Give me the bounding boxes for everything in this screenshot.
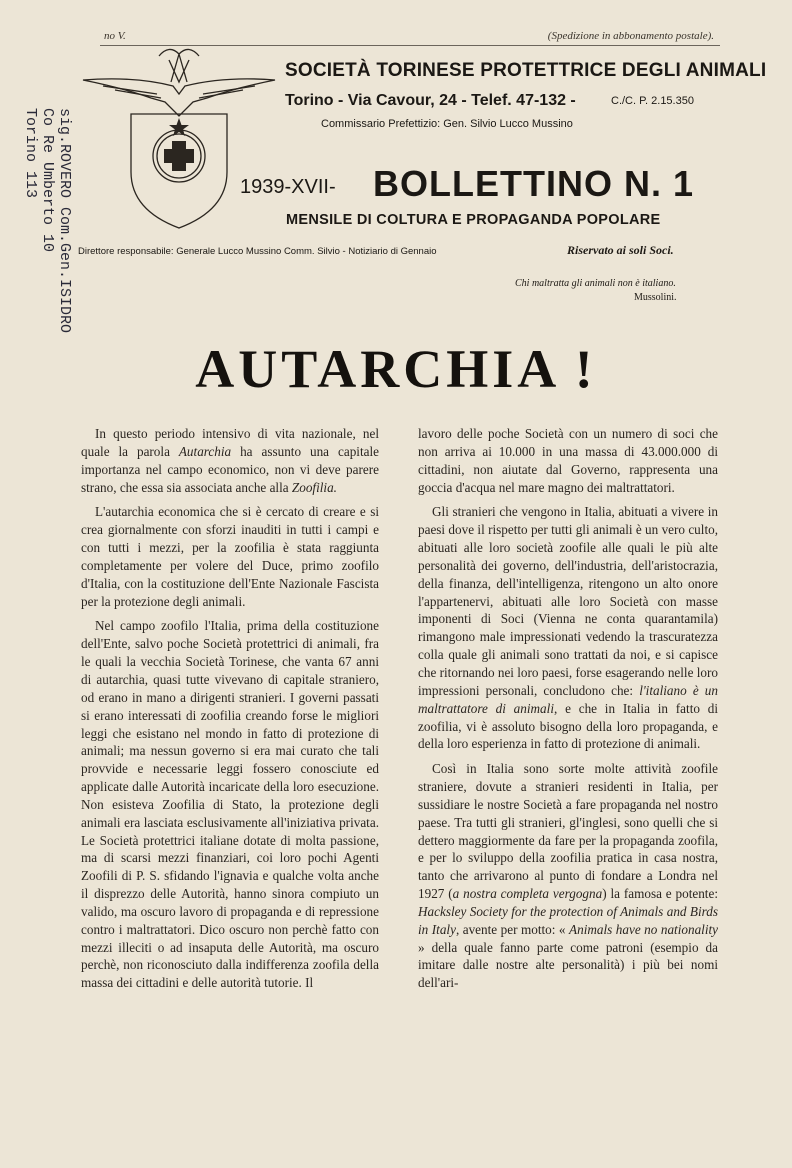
edition-number: no V. [104,30,126,42]
paragraph: Nel campo zoofilo l'Italia, prima della costituzione dell'Ente, salvo poche Società protettrici di animali, fra le quali la vecchia Società Torinese, che vanta 67 anni di autarchia, quasi tutte vivevano di capitale straniero, od erano in mano a dirigenti stranieri. I governi passati si erano interessati di zoofilia creando forse le migliori leggi che esistano nel mondo in fatto di protezione di animali; ma nessun governo si era mai curato che tali provvide e necessarie leggi fossero conosciute ed applicate dalle Autorità incaricate della loro esecuzione. Non esisteva Zoofilia di Stato, la protezione degli animali era lasciata esclusivamente all'iniziativa privata. Le Società protettrici italiane dotate di molta passione, ma di scarsi mezzi finanziari, coi loro pochi Agenti Zoofili di P. S. sfidando l'ignavia e qualche volta anche il disprezzo delle Autorità, hanno sinora compiuto un valido, ma oscuro lavoro di propaganda e di repressione contro i maltrattatori. Dico oscuro non perchè fatto con mezzi illeciti o ad insaputa delle Autorità, ma oscuro perchè, non riconosciuto dalla indifferenza zoofila della massa dei cittadini e delle autorità tutorie. Il [81,618,379,991]
bulletin-title: BOLLETTINO N. 1 [373,163,694,204]
paragraph: Così in Italia sono sorte molte attività zoofile straniere, dovute a stranieri residenti in Italia, per sussidiare le nostre Società a fare propaganda nel nostro paese. Tra tutti gli stranieri, gl'inglesi, sono quelli che si dettero maggiormente da fare per la propaganda zoofila, e per lo sviluppo della zoofilia pratica in casa nostra, tanto che arrivarono al punto di fondare a Londra nel 1927 (a nostra completa vergogna) la famosa e potente: Hacksley Society for the protection of Animals and Birds in Italy, avente per motto: « Animals have no nationality » della quale fanno parte come patroni (esempio da imitare dalle nostre alte personalità) i più bei nomi dell'ari- [418,761,719,991]
issue-year: 1939-XVII- [240,176,336,198]
motto-author: Mussolini. [634,292,677,303]
bulletin-subtitle: MENSILE DI COLTURA E PROPAGANDA POPOLARE [286,212,661,228]
article-headline: AUTARCHIA ! [195,339,597,399]
director-line: Direttore responsabile: Generale Lucco Mussino Comm. Silvio - Notiziario di Gennaio [78,246,437,257]
paragraph: Gli stranieri che vengono in Italia, abituati a vivere in paesi dove il rispetto per tutti gli animali è un vero culto, abituati alle loro società zoofile alle quali le più alte personalità dei governo, dell'industria, dell'aristocrazia, della finanza, dell'intelligenza, ritengono un alto onore l'appartenervi, abituati alle loro Società con masse imponenti di Soci (Vienna ne conta quarantamila) rimangono male impressionati vedendo la trascuratezza colla quale gli animali sono trattati da noi, e si capisce che ritornando nei loro paesi, forse esagerando nelle loro impressioni personali, concludono che: l'italiano è un maltrattatore di animali, e che in Italia in fatto di zoofilia, vi è assoluto bisogno della loro propaganda, e della loro esperienza in fatto di protezione di animali. [418,504,718,752]
article-column-right [418,425,718,999]
stamp-line: sig.ROVERO Com.Gen.ISIDRO [56,108,73,334]
society-name: SOCIETÀ TORINESE PROTETTRICE DEGLI ANIMALI [285,60,767,81]
paragraph: In questo periodo intensivo di vita nazionale, nel quale la parola Autarchia ha assunto una capitale importanza nel campo economico, non vi deve parere strano, che essa sia associata anche alla Zoofilia. [81,426,379,495]
recipient-address-stamp [22,108,73,333]
commissario-line: Commissario Prefettizio: Gen. Silvio Lucco Mussino [321,118,573,130]
postal-account: C./C. P. 2.15.350 [611,95,694,107]
stamp-line: Co Re Umberto 10 [39,108,56,253]
paragraph: L'autarchia economica che si è cercato di creare e si crea giornalmente con sforzi inauditi in tutti i campi e con tutti i mezzi, per la zoofilia è stata raggiunta completamente per volere del Duce, primo zoofilo d'Italia, con la costituzione dell'Ente Nazionale Fascista per la protezione degli animali. [81,504,379,609]
stamp-line: Torino 113 [22,108,39,199]
article-column-left [81,425,379,999]
motto-quote: Chi maltratta gli animali non è italiano. [515,278,676,289]
postal-note: (Spedizione in abbonamento postale). [547,30,714,42]
reserved-note: Riservato ai soli Soci. [567,243,674,257]
paragraph: lavoro delle poche Società con un numero di soci che non arriva ai 10.000 in una massa di 43.000.000 di cittadini, non aiutate dal Governo, rappresenta una goccia d'acqua nel mare magno dei maltrattatori. [418,426,718,495]
society-address: Torino - Via Cavour, 24 - Telef. 47-132 - [285,92,576,109]
winged-shield-emblem [75,42,280,242]
